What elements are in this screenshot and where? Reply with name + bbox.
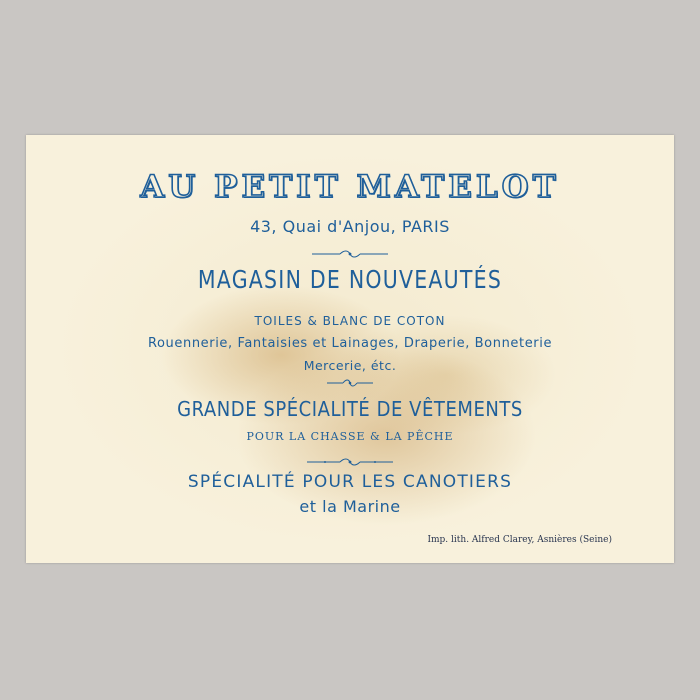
- clothing-specialty-heading: GRANDE SPÉCIALITÉ DE VÊTEMENTS: [177, 397, 523, 421]
- shop-title: AU PETIT MATELOT: [140, 169, 560, 205]
- flourish-divider-2: [26, 378, 674, 388]
- trade-card: [26, 135, 674, 563]
- flourish-divider-1: [26, 249, 674, 259]
- hunting-fishing-line: POUR LA CHASSE & LA PÊCHE: [246, 430, 454, 443]
- goods-line-mercerie: Mercerie, étc.: [303, 358, 397, 373]
- shop-address: 43, Quai d'Anjou, PARIS: [250, 217, 450, 236]
- flourish-divider-3: [26, 457, 674, 467]
- printer-imprint: Imp. lith. Alfred Clarey, Asnières (Seine): [427, 535, 612, 545]
- goods-line-toiles: TOILES & BLANC DE COTON: [254, 314, 446, 328]
- marine-line: et la Marine: [299, 497, 401, 516]
- store-heading: MAGASIN DE NOUVEAUTÉS: [197, 265, 503, 294]
- goods-line-rouennerie: Rouennerie, Fantaisies et Lainages, Draperie, Bonneterie: [147, 336, 553, 351]
- boaters-specialty-heading: SPÉCIALITÉ POUR LES CANOTIERS: [187, 472, 513, 492]
